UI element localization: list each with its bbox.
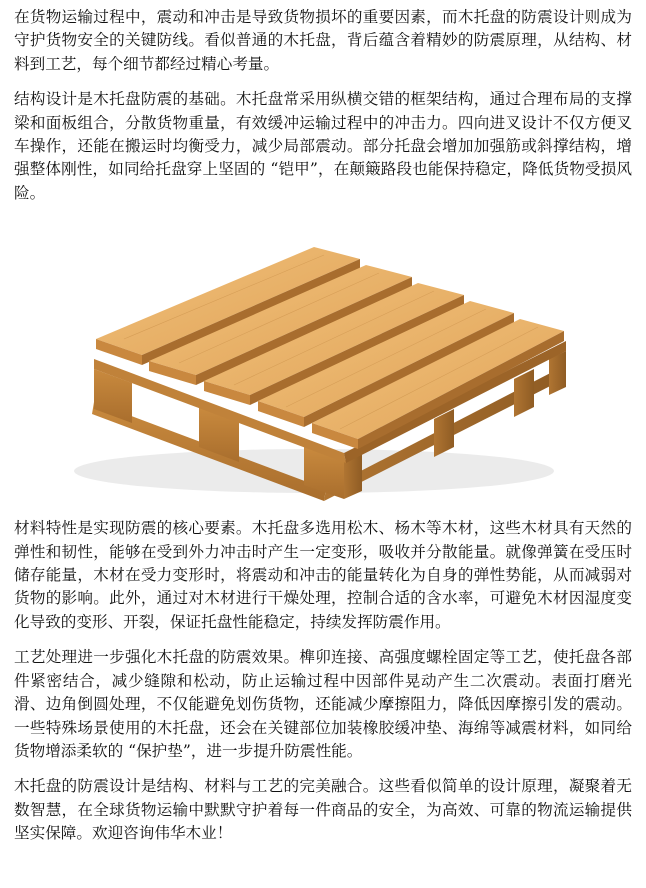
paragraph-intro: 在货物运输过程中，震动和冲击是导致货物损坏的重要因素，而木托盘的防震设计则成为守护货物安全的关键防线。看似普通的木托盘，背后蕴含着精妙的防震原理，从结构、材料到工艺，每个细节都经过精心考量。 [14,8,632,73]
paragraph-material: 材料特性是实现防震的核心要素。木托盘多选用松木、杨木等木材，这些木材具有天然的弹性和韧性，能够在受到外力冲击时产生一定变形，吸收并分散能量。就像弹簧在受压时储存能量，木材在受力变形时，将震动和冲击的能量转化为自身的弹性势能，从而减弱对货物的影响。此外，通过对木材进行干燥处理，控制合适的含水率，可避免木材因湿度变化导致的变形、开裂，保证托盘性能稳定，持续发挥防震作用。 [14,519,632,631]
paragraph-structure: 结构设计是木托盘防震的基础。木托盘常采用纵横交错的框架结构，通过合理布局的支撑梁和面板组合，分散货物重量，有效缓冲运输过程中的冲击力。四向进叉设计不仅方便叉车操作，还能在搬运时均衡受力，减少局部震动。部分托盘会增加加强筋或斜撑结构，增强整体刚性，如同给托盘穿上坚固的 “铠甲”，在颠簸路段也能保持稳定，降低货物受损风险。 [14,90,632,202]
paragraph-process: 工艺处理进一步强化木托盘的防震效果。榫卯连接、高强度螺栓固定等工艺，使托盘各部件紧密结合，减少缝隙和松动，防止运输过程中因部件晃动产生二次震动。表面打磨光滑、边角倒圆处理，不仅能避免划伤货物，还能减少摩擦阻力，降低因摩擦引发的震动。一些特殊场景使用的木托盘，还会在关键部位加装橡胶缓冲垫、海绵等减震材料，如同给货物增添柔软的 “保护垫”，进一步提升防震性能。 [14,648,632,760]
pallet-image [14,209,632,509]
paragraph-conclusion: 木托盘的防震设计是结构、材料与工艺的完美融合。这些看似简单的设计原理，凝聚着无数智慧，在全球货物运输中默默守护着每一件商品的安全，为高效、可靠的物流运输提供坚实保障。欢迎咨询伟华木业！ [14,777,632,843]
